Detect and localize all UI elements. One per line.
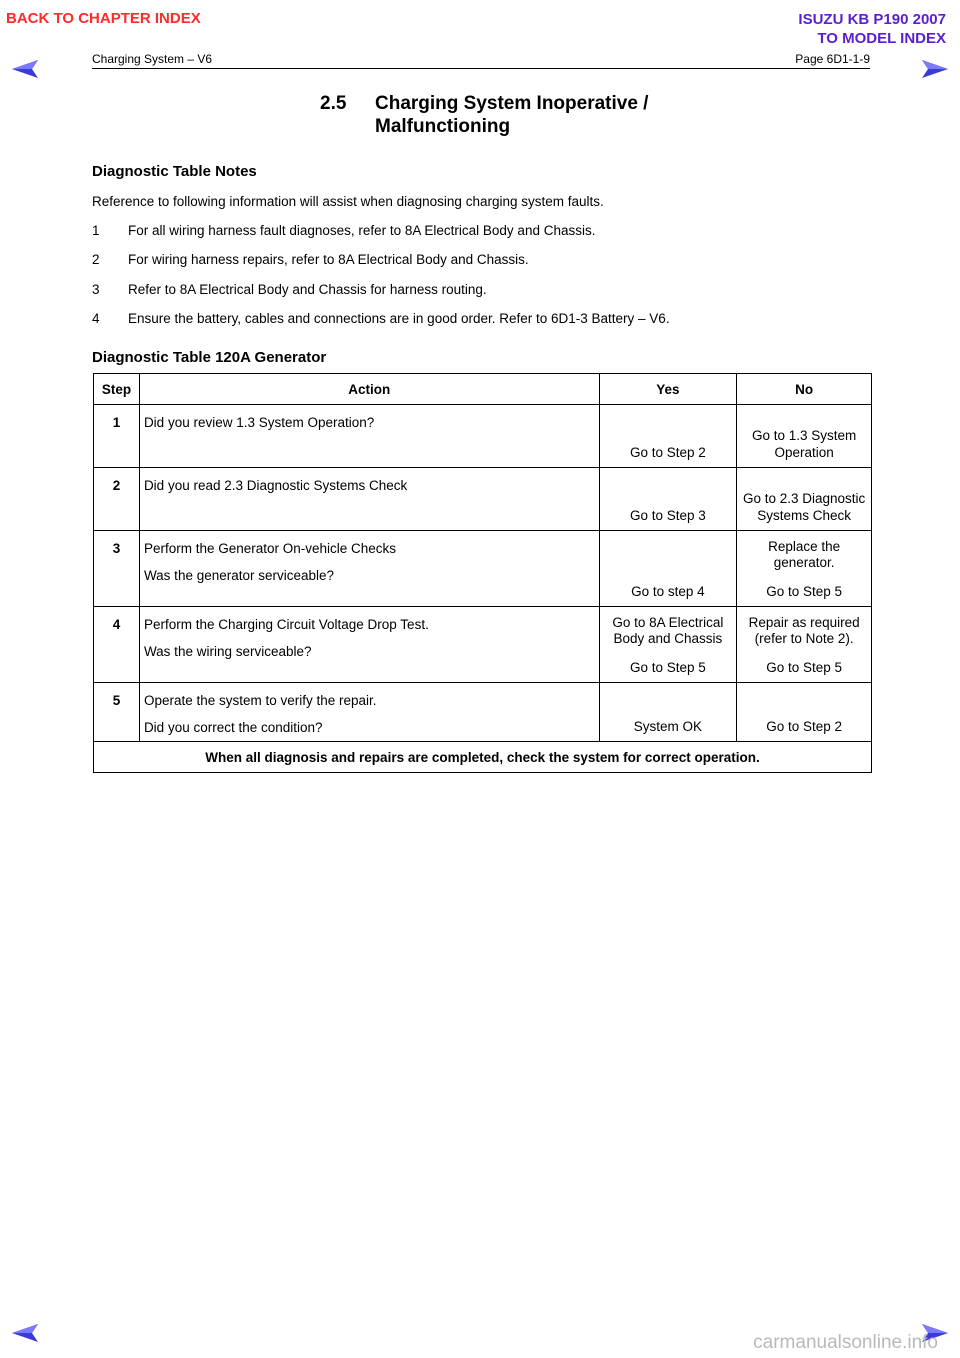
table-row — [94, 405, 872, 468]
back-to-chapter-index-link[interactable]: BACK TO CHAPTER INDEX — [6, 10, 201, 27]
note-number: 1 — [92, 223, 100, 238]
yes-goto: Go to Step 5 — [629, 659, 706, 675]
no-text: Repair as required (refer to Note 2). — [748, 614, 860, 646]
yes-cell — [599, 607, 737, 683]
table-row — [94, 468, 872, 531]
yes-text: Go to Step 2 — [629, 444, 706, 460]
action-cell — [139, 531, 599, 607]
action-text: Perform the Charging Circuit Voltage Drop Test. — [143, 617, 429, 632]
step-number: 3 — [94, 531, 140, 607]
no-text: Go to 1.3 System Operation — [751, 428, 857, 460]
table-header-row — [94, 374, 872, 405]
column-header: Yes — [599, 374, 737, 405]
to-model-index-line: TO MODEL INDEX — [817, 30, 946, 47]
table-footer-row — [94, 742, 872, 773]
left-arrow-icon[interactable] — [10, 58, 40, 80]
notes-intro: Reference to following information will assist when diagnosing charging system faults. — [92, 194, 604, 209]
notes-heading: Diagnostic Table Notes — [92, 163, 257, 180]
action-text: Operate the system to verify the repair. — [143, 693, 377, 708]
no-goto: Go to Step 5 — [766, 659, 843, 675]
no-cell — [737, 607, 872, 683]
section-number: 2.5 — [320, 93, 347, 114]
table-row — [94, 683, 872, 742]
yes-cell — [599, 531, 737, 607]
step-number: 4 — [94, 607, 140, 683]
note-number: 4 — [92, 311, 100, 326]
action-question: Was the generator serviceable? — [143, 568, 335, 583]
no-text: Replace the generator. — [768, 538, 841, 570]
model-title-line: ISUZU KB P190 2007 — [798, 11, 946, 28]
watermark: carmanualsonline.info — [753, 1332, 938, 1353]
no-cell — [737, 531, 872, 607]
yes-cell — [599, 683, 737, 742]
yes-cell — [599, 468, 737, 531]
column-header: Step — [94, 374, 140, 405]
no-text: Go to 2.3 Diagnostic Systems Check — [742, 491, 866, 523]
yes-text: Go to Step 3 — [629, 507, 706, 523]
no-cell — [737, 468, 872, 531]
header-chapter-title: Charging System – V6 — [92, 52, 213, 66]
no-goto: Go to Step 5 — [766, 583, 843, 599]
model-index-link[interactable] — [798, 10, 946, 48]
step-number: 2 — [94, 468, 140, 531]
step-number: 1 — [94, 405, 140, 468]
header-page-number: Page 6D1-1-9 — [795, 52, 870, 66]
table-row — [94, 531, 872, 607]
yes-cell — [599, 405, 737, 468]
yes-text: Go to 8A Electrical Body and Chassis — [612, 614, 724, 646]
column-header: Action — [139, 374, 599, 405]
note-number: 2 — [92, 252, 100, 267]
yes-text: System OK — [633, 718, 702, 734]
action-text: Did you review 1.3 System Operation? — [143, 415, 375, 430]
yes-text: Go to step 4 — [631, 583, 705, 599]
action-cell — [139, 468, 599, 531]
action-cell — [139, 683, 599, 742]
column-header: No — [737, 374, 872, 405]
no-cell — [737, 405, 872, 468]
note-number: 3 — [92, 282, 100, 297]
no-cell — [737, 683, 872, 742]
table-heading: Diagnostic Table 120A Generator — [92, 349, 327, 366]
note-text: Refer to 8A Electrical Body and Chassis for harness routing. — [128, 282, 487, 297]
action-text: Perform the Generator On-vehicle Checks — [143, 541, 397, 556]
action-question: Was the wiring serviceable? — [143, 644, 312, 659]
left-arrow-icon[interactable] — [10, 1322, 40, 1344]
diagnostic-table — [93, 373, 872, 773]
right-arrow-icon[interactable] — [920, 58, 950, 80]
note-text: For all wiring harness fault diagnoses, refer to 8A Electrical Body and Chassis. — [128, 223, 596, 238]
action-text: Did you read 2.3 Diagnostic Systems Check — [143, 478, 408, 493]
note-text: For wiring harness repairs, refer to 8A Electrical Body and Chassis. — [128, 252, 529, 267]
no-text: Go to Step 2 — [766, 718, 843, 734]
running-header — [92, 52, 870, 69]
table-row — [94, 607, 872, 683]
action-question: Did you correct the condition? — [143, 720, 323, 735]
section-heading: Charging System Inoperative / Malfunctioning — [375, 93, 649, 137]
note-text: Ensure the battery, cables and connections are in good order. Refer to 6D1-3 Battery – V6. — [128, 311, 670, 326]
step-number: 5 — [94, 683, 140, 742]
action-cell — [139, 607, 599, 683]
table-footer-note: When all diagnosis and repairs are completed, check the system for correct operation. — [94, 742, 872, 773]
action-cell — [139, 405, 599, 468]
